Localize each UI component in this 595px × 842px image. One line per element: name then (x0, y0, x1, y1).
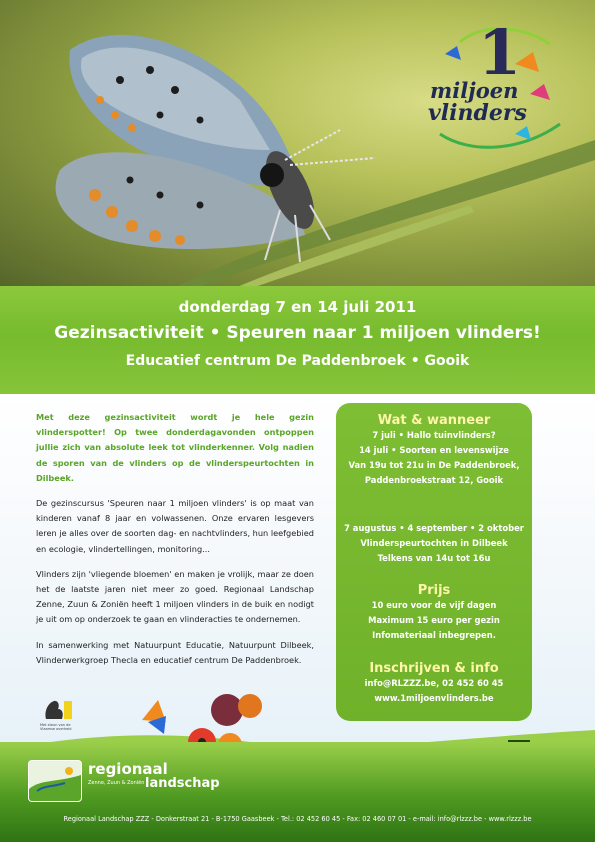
info-line: Van 19u tot 21u in De Paddenbroek, (348, 460, 520, 470)
landscape-icon (29, 761, 81, 801)
event-title: Gezinsactiviteit • Speuren naar 1 miljoen vlinders! (54, 323, 541, 343)
logo-word-vlinders: vlinders (428, 100, 527, 126)
body-text-column (36, 410, 314, 678)
wat-wanneer-heading: Wat & wanneer (377, 413, 491, 428)
footer-logo-word-2: landschap (145, 776, 220, 791)
info-line: 7 augustus • 4 september • 2 oktober (344, 523, 524, 533)
inschrijven-heading: Inschrijven & info (369, 661, 499, 676)
info-line: Telkens van 14u tot 16u (377, 553, 491, 563)
body-paragraph-3: In samenwerking met Natuurpunt Educatie, Natuurpunt Dilbeek, Vlinderwerkgroep Thecla en educatief centrum De Paddenbroek. (36, 639, 314, 665)
info-line: Paddenbroekstraat 12, Gooik (364, 475, 504, 485)
info-box (336, 403, 532, 721)
flemish-logo-text: Met steun van de Vlaamse overheid (40, 723, 72, 731)
website-link[interactable]: www.1miljoenvlinders.be (374, 693, 494, 703)
regionaal-landschap-logo (28, 760, 82, 802)
footer-logo-word-1: regionaal (88, 760, 168, 778)
info-line: Vlinderspeurtochten in Dilbeek (360, 538, 508, 548)
footer (0, 742, 595, 842)
footer-contact: Regionaal Landschap ZZZ - Donkerstraat 21 - B-1750 Gaasbeek - Tel.: 02 452 60 45 - Fax: 02 460 07 01 - e-mail: info@rlzzz.be - www.rlzzz.be (63, 815, 532, 823)
logo-number: 1 (478, 16, 522, 89)
event-location: Educatief centrum De Paddenbroek • Gooik (125, 353, 470, 369)
hero-photo (0, 0, 595, 288)
body-paragraph-2: Vlinders zijn 'vliegende bloemen' en maken je vrolijk, maar ze doen het de laatste jaren niet meer zo goed. Regionaal Landschap Zenne, Zuun & Zoniën heeft 1 miljoen vlinders in de buik en nodigt je uit om op onderzoek te gaan en vlinderacties te ondernemen. (36, 568, 314, 625)
intro-paragraph: Met deze gezinsactiviteit wordt je hele gezin vlinderspotter! Op twee donderdagavonden ontpoppen jullie zich van absolute leek tot vlinderkenner. Volg nadien de sporen van de vlinders op de vlinderspeurtochten in Dilbeek. (36, 412, 314, 483)
info-line: 7 juli • Hallo tuinvlinders? (372, 430, 496, 440)
prijs-heading: Prijs (417, 583, 451, 598)
title-band (0, 286, 595, 394)
body-paragraph-1: De gezinscursus 'Speuren naar 1 miljoen vlinders' is op maat van kinderen vanaf 8 jaar en volwassenen. Onze ervaren lesgevers leren je alles over de soorten dag- en nachtvlinders, hun leefgebied en ecologie, vlindertellingen, monitoring... (36, 498, 315, 554)
event-date: donderdag 7 en 14 juli 2011 (178, 298, 417, 316)
logo-word-miljoen: miljoen (430, 78, 519, 103)
antenna (285, 130, 340, 160)
info-line: Infomateriaal inbegrepen. (372, 630, 496, 640)
antenna (290, 158, 375, 165)
footer-logo-sub: Zenne, Zuun & Zoniën (88, 780, 145, 786)
butterfly-icon (238, 694, 262, 718)
info-line: 10 euro voor de vijf dagen (371, 600, 497, 610)
butterfly-eye (260, 163, 284, 187)
info-line: Maximum 15 euro per gezin (368, 615, 500, 625)
contact-email-phone[interactable]: info@RLZZZ.be, 02 452 60 45 (364, 678, 504, 688)
info-line: 14 juli • Soorten en levenswijze (359, 445, 509, 455)
one-million-butterflies-logo (420, 16, 570, 164)
butterfly-icon (211, 694, 243, 726)
